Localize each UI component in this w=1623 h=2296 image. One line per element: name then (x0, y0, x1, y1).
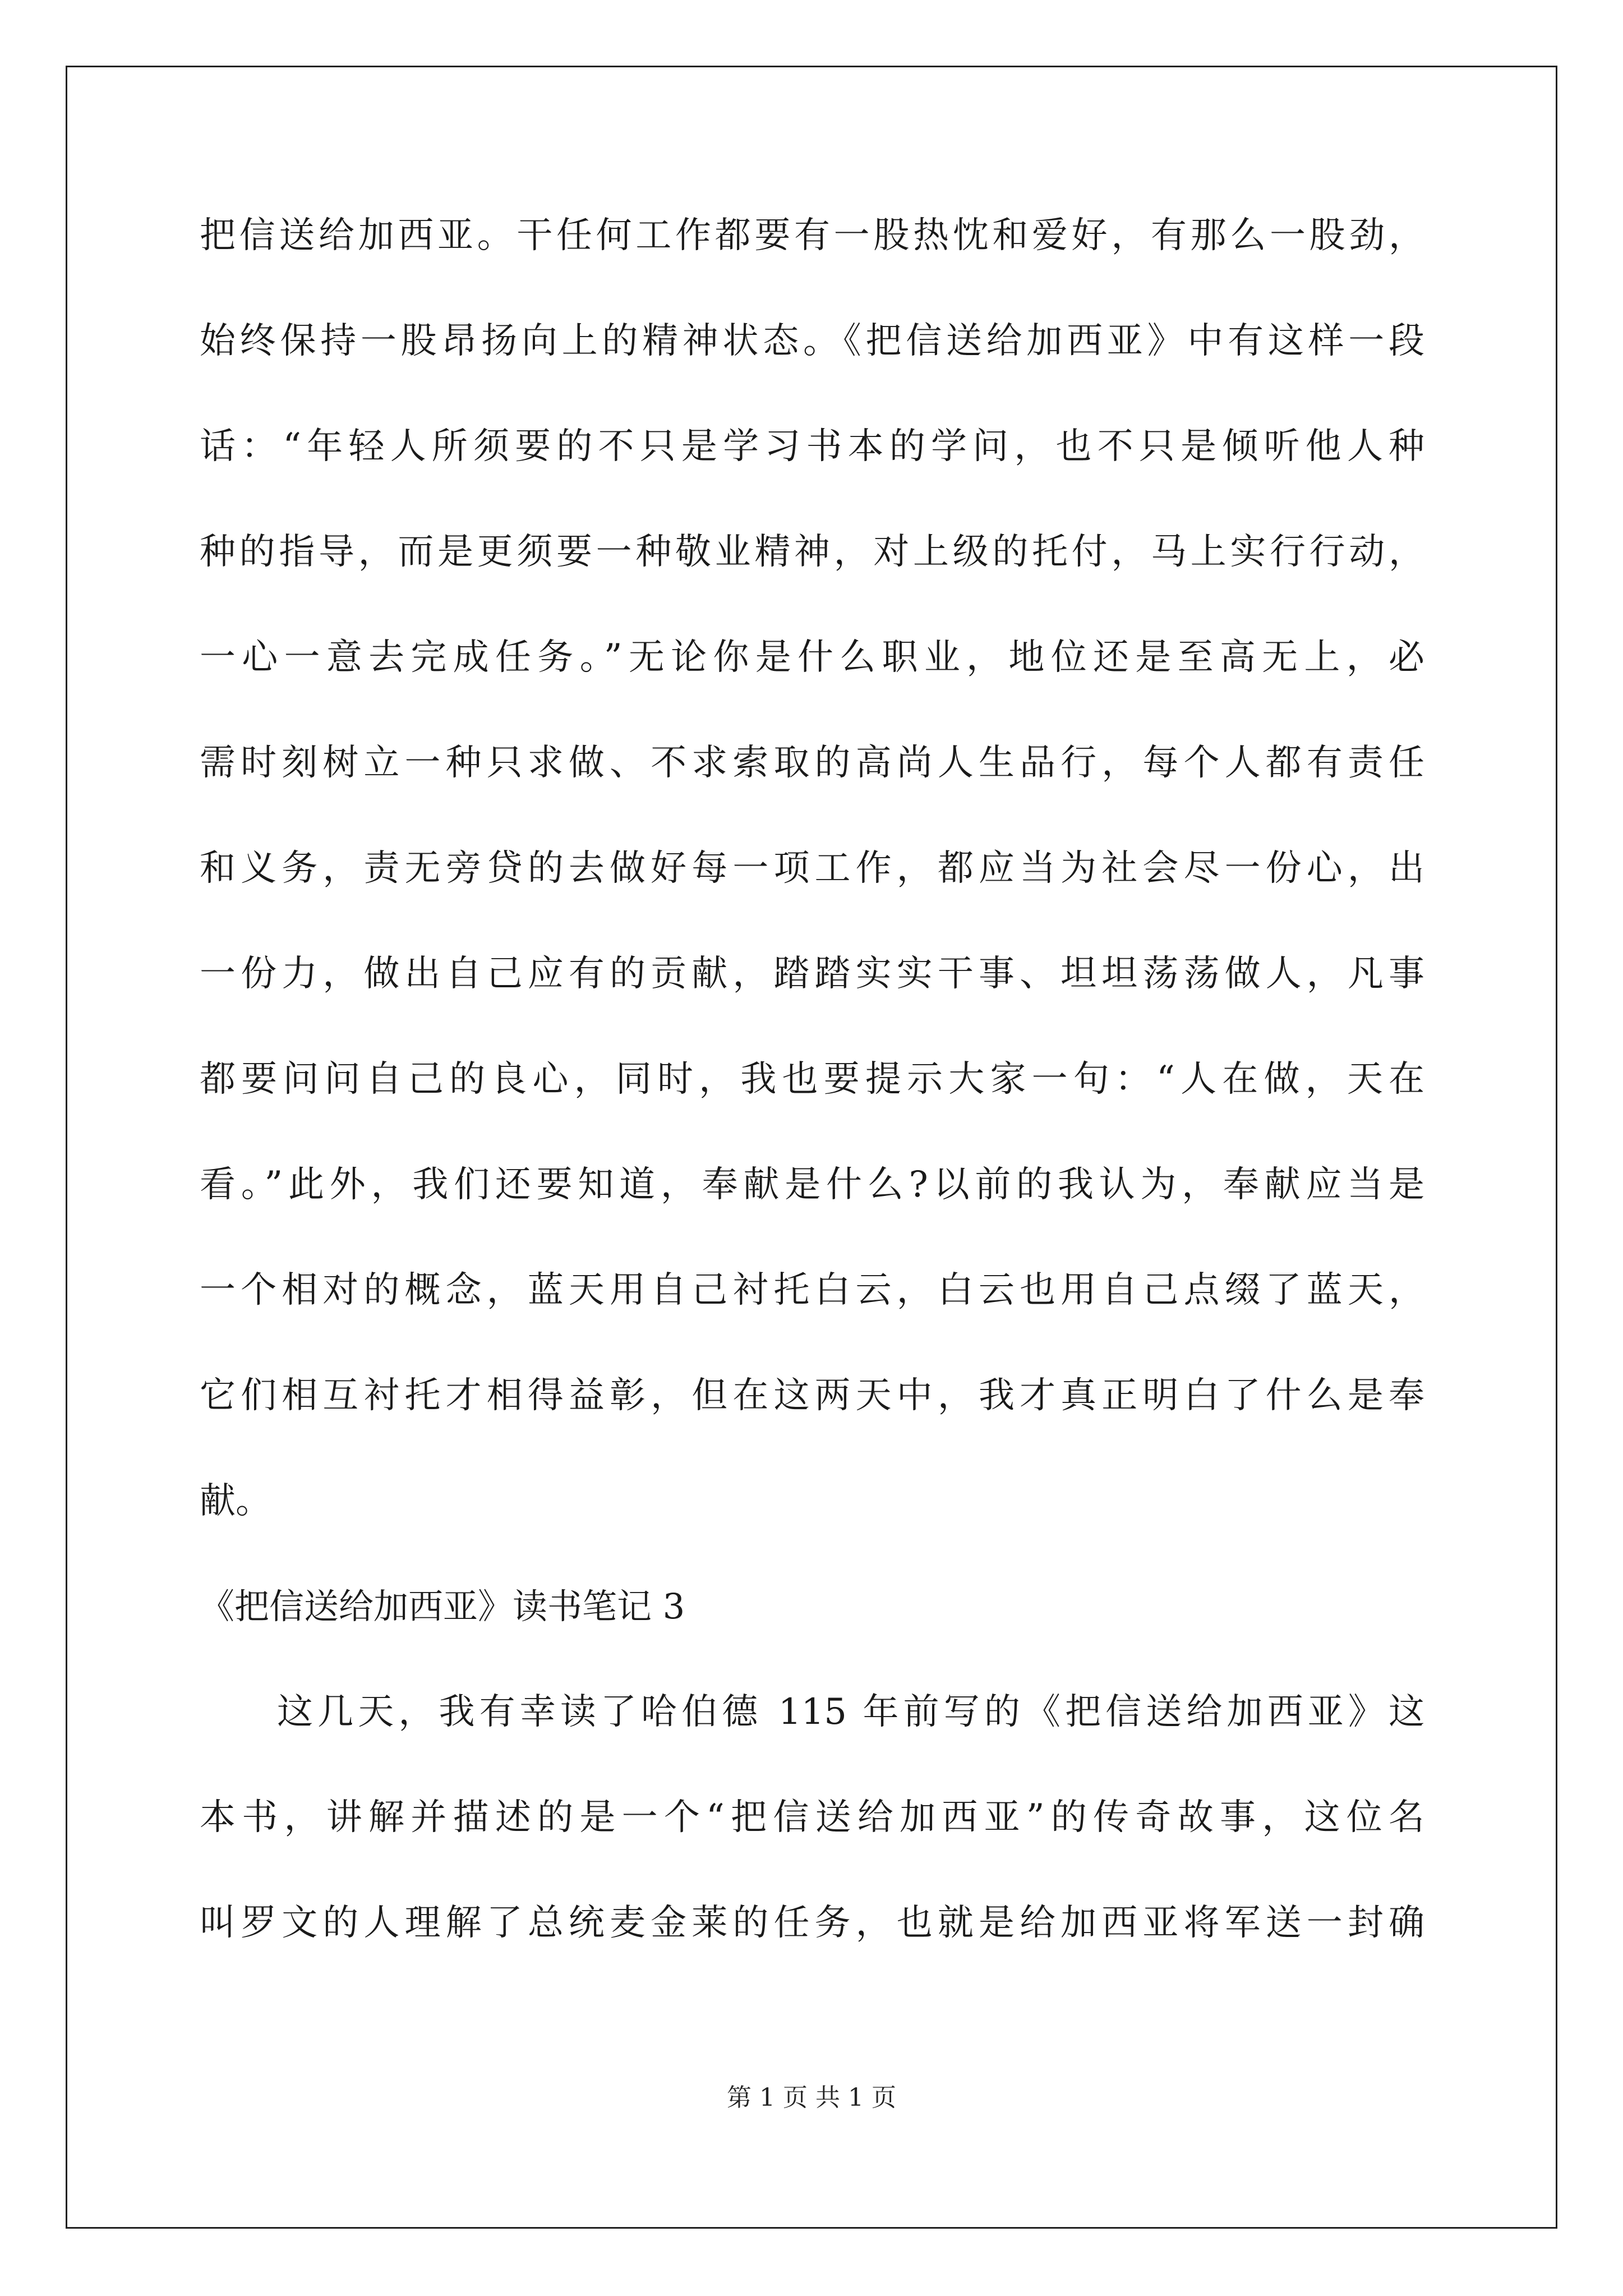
section-heading: 《把信送给加西亚》读书笔记 3 (200, 1586, 685, 1627)
text-line: 一心一意去完成任务。”无论你是什么职业，地位还是至高无上，必 (200, 637, 1424, 678)
text-line: 话：“年轻人所须要的不只是学习书本的学问，也不只是倾听他人种 (200, 426, 1424, 467)
text-line: 把信送给加西亚。干任何工作都要有一股热忱和爱好，有那么一股劲， (200, 215, 1424, 256)
text-line: 一份力，做出自己应有的贡献，踏踏实实干事、坦坦荡荡做人，凡事 (200, 953, 1424, 995)
text-line: 都要问问自己的良心，同时，我也要提示大家一句：“人在做，天在 (200, 1059, 1424, 1100)
text-line: 和义务，责无旁贷的去做好每一项工作，都应当为社会尽一份心，出 (200, 848, 1424, 889)
text-line: 叫罗文的人理解了总统麦金莱的任务，也就是给加西亚将军送一封确 (200, 1902, 1424, 1944)
text-line: 一个相对的概念，蓝天用自己衬托白云，白云也用自己点缀了蓝天， (200, 1269, 1424, 1311)
text-line: 这几天，我有幸读了哈伯德 115 年前写的《把信送给加西亚》这 (277, 1691, 1424, 1733)
text-line: 它们相互衬托才相得益彰，但在这两天中，我才真正明白了什么是奉 (200, 1375, 1424, 1416)
text-line: 献。 (200, 1480, 271, 1522)
text-line: 本书，讲解并描述的是一个“把信送给加西亚”的传奇故事，这位名 (200, 1797, 1424, 1838)
text-line: 始终保持一股昂扬向上的精神状态。《把信送给加西亚》中有这样一段 (200, 320, 1424, 362)
text-line: 需时刻树立一种只求做、不求索取的高尚人生品行，每个人都有责任 (200, 742, 1424, 784)
text-line: 看。”此外，我们还要知道，奉献是什么?以前的我认为，奉献应当是 (200, 1164, 1424, 1205)
page-footer: 第 1 页 共 1 页 (727, 2083, 896, 2112)
document-body (200, 208, 1424, 2000)
text-line: 种的指导，而是更须要一种敬业精神，对上级的托付，马上实行行动， (200, 531, 1424, 573)
